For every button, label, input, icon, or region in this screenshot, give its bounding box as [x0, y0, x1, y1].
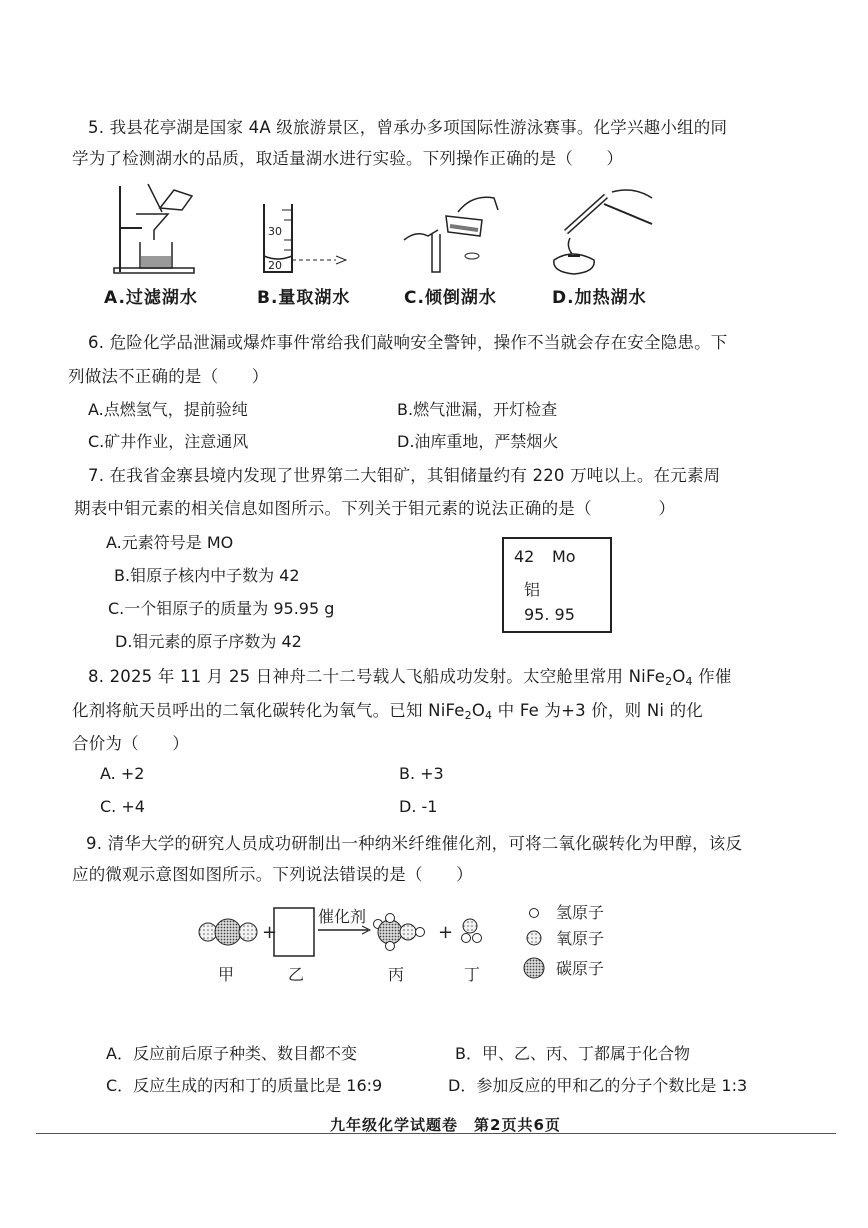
legend-oxygen: 氧原子 [556, 929, 605, 948]
label-yi: 乙 [288, 965, 305, 984]
q8-line1: 8. 2025 年 11 月 25 日神舟二十二号载人飞船成功发射。太空舱里常用 $NiFe_2O_4$ 作催 [88, 667, 732, 688]
label-jia: 甲 [218, 965, 235, 984]
pouring-liquid-drawing [402, 190, 502, 278]
cylinder-tick-30: 30 [268, 225, 282, 238]
cylinder-tick-20: 20 [268, 259, 282, 272]
element-info-card [502, 537, 612, 633]
q7-option-a: A.元素符号是 MO [106, 533, 234, 552]
empty-box-yi [274, 908, 314, 956]
q8-line3: 合价为（ ） [72, 734, 189, 753]
q5-caption-c: C.倾倒湖水 [404, 288, 497, 308]
legend-hydrogen: 氢原子 [556, 903, 605, 922]
q9-option-d: D．参加反应的甲和乙的分子个数比是 1:3 [448, 1076, 748, 1095]
q8-option-a: A. +2 [100, 764, 145, 783]
q6-line2: 列做法不正确的是（ ） [68, 367, 269, 386]
element-symbol: Mo [552, 547, 576, 566]
atomic-mass: 95. 95 [524, 605, 575, 624]
q6-option-d: D.油库重地，严禁烟火 [397, 432, 559, 451]
q8-option-c: C. +4 [100, 797, 145, 816]
legend-carbon: 碳原子 [556, 959, 605, 978]
q9-option-c: C．反应生成的丙和丁的质量比是 16:9 [106, 1076, 383, 1095]
q5-caption-b: B.量取湖水 [257, 288, 351, 308]
q8-line2: 化剂将航天员呼出的二氧化碳转化为氧气。已知 $NiFe_2O_4$ 中 Fe 为+3 价，则 Ni 的化 [72, 701, 703, 722]
filtration-apparatus-drawing [112, 180, 202, 276]
q9-line2: 应的微观示意图如图所示。下列说法错误的是（ ） [72, 865, 473, 884]
q7-option-c: C.一个钼原子的质量为 95.95 g [108, 599, 335, 618]
q6-option-a: A.点燃氢气，提前验纯 [88, 400, 248, 419]
q8-option-d: D. -1 [399, 797, 438, 816]
q6-line1: 6. 危险化学品泄漏或爆炸事件常给我们敲响安全警钟，操作不当就会存在安全隐患。下 [88, 333, 728, 352]
reaction-micro-diagram [190, 896, 620, 996]
label-bing: 丙 [388, 965, 405, 984]
q7-line2: 期表中钼元素的相关信息如图所示。下列关于钼元素的说法正确的是（ ） [74, 499, 676, 518]
page-footer: 九年级化学试题卷 第2页共6页 [330, 1116, 561, 1134]
q5-caption-d: D.加热湖水 [552, 288, 647, 308]
atomic-number: 42 [514, 547, 535, 566]
q9-line1: 9. 清华大学的研究人员成功研制出一种纳米纤维催化剂，可将二氧化碳转化为甲醇，该反 [86, 834, 743, 853]
q5-line1: 5. 我县花亭湖是国家 4A 级旅游景区，曾承办多项国际性游泳赛事。化学兴趣小组的同 [88, 118, 728, 137]
q9-option-b: B．甲、乙、丙、丁都属于化合物 [455, 1044, 690, 1063]
q7-option-b: B.钼原子核内中子数为 42 [114, 566, 300, 585]
graduated-cylinder-drawing [258, 200, 358, 276]
q7-line1: 7. 在我省金寨县境内发现了世界第二大钼矿，其钼储量约有 220 万吨以上。在元素周 [88, 466, 721, 485]
q6-option-c: C.矿井作业，注意通风 [88, 432, 249, 451]
element-name: 铝 [524, 580, 541, 599]
plus-sign-2: + [438, 922, 454, 943]
catalyst-label: 催化剂 [318, 907, 367, 926]
q8-option-b: B. +3 [399, 764, 444, 783]
q9-option-a: A．反应前后原子种类、数目都不变 [106, 1044, 357, 1063]
heating-liquid-drawing [548, 182, 658, 278]
plus-sign-1: + [262, 922, 278, 943]
label-ding: 丁 [464, 965, 481, 984]
q6-option-b: B.燃气泄漏，开灯检查 [397, 400, 558, 419]
q5-caption-a: A.过滤湖水 [104, 288, 198, 308]
q5-line2: 学为了检测湖水的品质，取适量湖水进行实验。下列操作正确的是（ ） [72, 149, 624, 168]
q7-option-d: D.钼元素的原子序数为 42 [115, 632, 302, 651]
